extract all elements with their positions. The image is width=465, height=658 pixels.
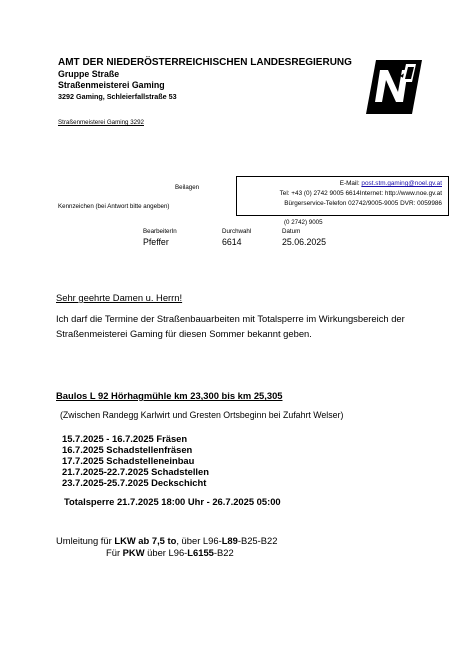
intro-line-2: Straßenmeisterei Gaming für diesen Sommer bekannt geben. xyxy=(56,328,312,339)
bearbeiter-value: Pfeffer xyxy=(143,237,169,247)
schedule-item: 21.7.2025-22.7.2025 Schadstellen xyxy=(62,466,209,477)
bearbeiter-label: BearbeiterIn xyxy=(143,228,177,235)
project-subtitle: (Zwischen Randegg Karlwirt und Gresten Ortsbeginn bei Zufahrt Welser) xyxy=(60,410,344,420)
contact-service-line: Bürgerservice-Telefon 02742/9005-9005 DVR: 0059986 xyxy=(284,200,442,207)
org-name: AMT DER NIEDERÖSTERREICHISCHEN LANDESREGIERUNG xyxy=(58,57,352,68)
schedule-item: 23.7.2025-25.7.2025 Deckschicht xyxy=(62,477,207,488)
email-link[interactable]: post.stm.gaming@noel.gv.at xyxy=(361,180,442,187)
kennzeichen-label: Kennzeichen (bei Antwort bitte angeben) xyxy=(58,203,170,210)
detour-2-vehicle: PKW xyxy=(122,547,145,558)
durchwahl-value: 6614 xyxy=(222,237,242,247)
contact-email-line xyxy=(340,180,442,187)
schedule-item: 15.7.2025 - 16.7.2025 Fräsen xyxy=(62,433,188,444)
detour-2-prefix: Für xyxy=(106,547,123,558)
detour-2-road: L6155 xyxy=(187,547,214,558)
email-label: E-Mail: xyxy=(339,180,362,187)
schedule-item: 17.7.2025 Schadstelleneinbau xyxy=(62,455,195,466)
detour-2-mid: über L96- xyxy=(144,547,188,558)
beilagen-label: Beilagen xyxy=(175,184,200,191)
detour-1-vehicle: LKW ab 7,5 to xyxy=(114,535,177,546)
org-unit: Straßenmeisterei Gaming xyxy=(58,80,165,90)
datum-value: 25.06.2025 xyxy=(282,237,327,247)
greeting: Sehr geehrte Damen u. Herrn! xyxy=(56,292,183,303)
durchwahl-label: Durchwahl xyxy=(222,228,252,235)
phone-prefix: (0 2742) 9005 xyxy=(284,219,323,226)
detour-1-road: L89 xyxy=(221,535,238,546)
detour-line-2 xyxy=(106,547,234,558)
org-address: 3292 Gaming, Schleierfallstraße 53 xyxy=(58,92,177,101)
contact-phone-line: Tel: +43 (0) 2742 9005 6614Internet: http://www.noe.gv.at xyxy=(279,190,442,197)
detour-1-prefix: Umleitung für xyxy=(56,535,115,546)
detour-2-end: -B22 xyxy=(213,547,234,558)
detour-line-1 xyxy=(56,535,277,546)
intro-line-1: Ich darf die Termine der Straßenbauarbeiten mit Totalsperre im Wirkungsbereich der xyxy=(56,313,405,324)
sender-line: Straßenmeisterei Gaming 3292 xyxy=(58,119,144,126)
contact-box xyxy=(236,176,449,216)
detour-1-end: -B25-B22 xyxy=(237,535,278,546)
detour-1-mid: , über L96- xyxy=(176,535,222,546)
org-group: Gruppe Straße xyxy=(58,69,120,79)
project-title: Baulos L 92 Hörhagmühle km 23,300 bis km 25,305 xyxy=(56,390,283,401)
totalsperre: Totalsperre 21.7.2025 18:00 Uhr - 26.7.2025 05:00 xyxy=(64,496,281,507)
schedule-item: 16.7.2025 Schadstellenfräsen xyxy=(62,444,193,455)
datum-label: Datum xyxy=(282,228,301,235)
noe-logo-icon xyxy=(366,58,424,116)
